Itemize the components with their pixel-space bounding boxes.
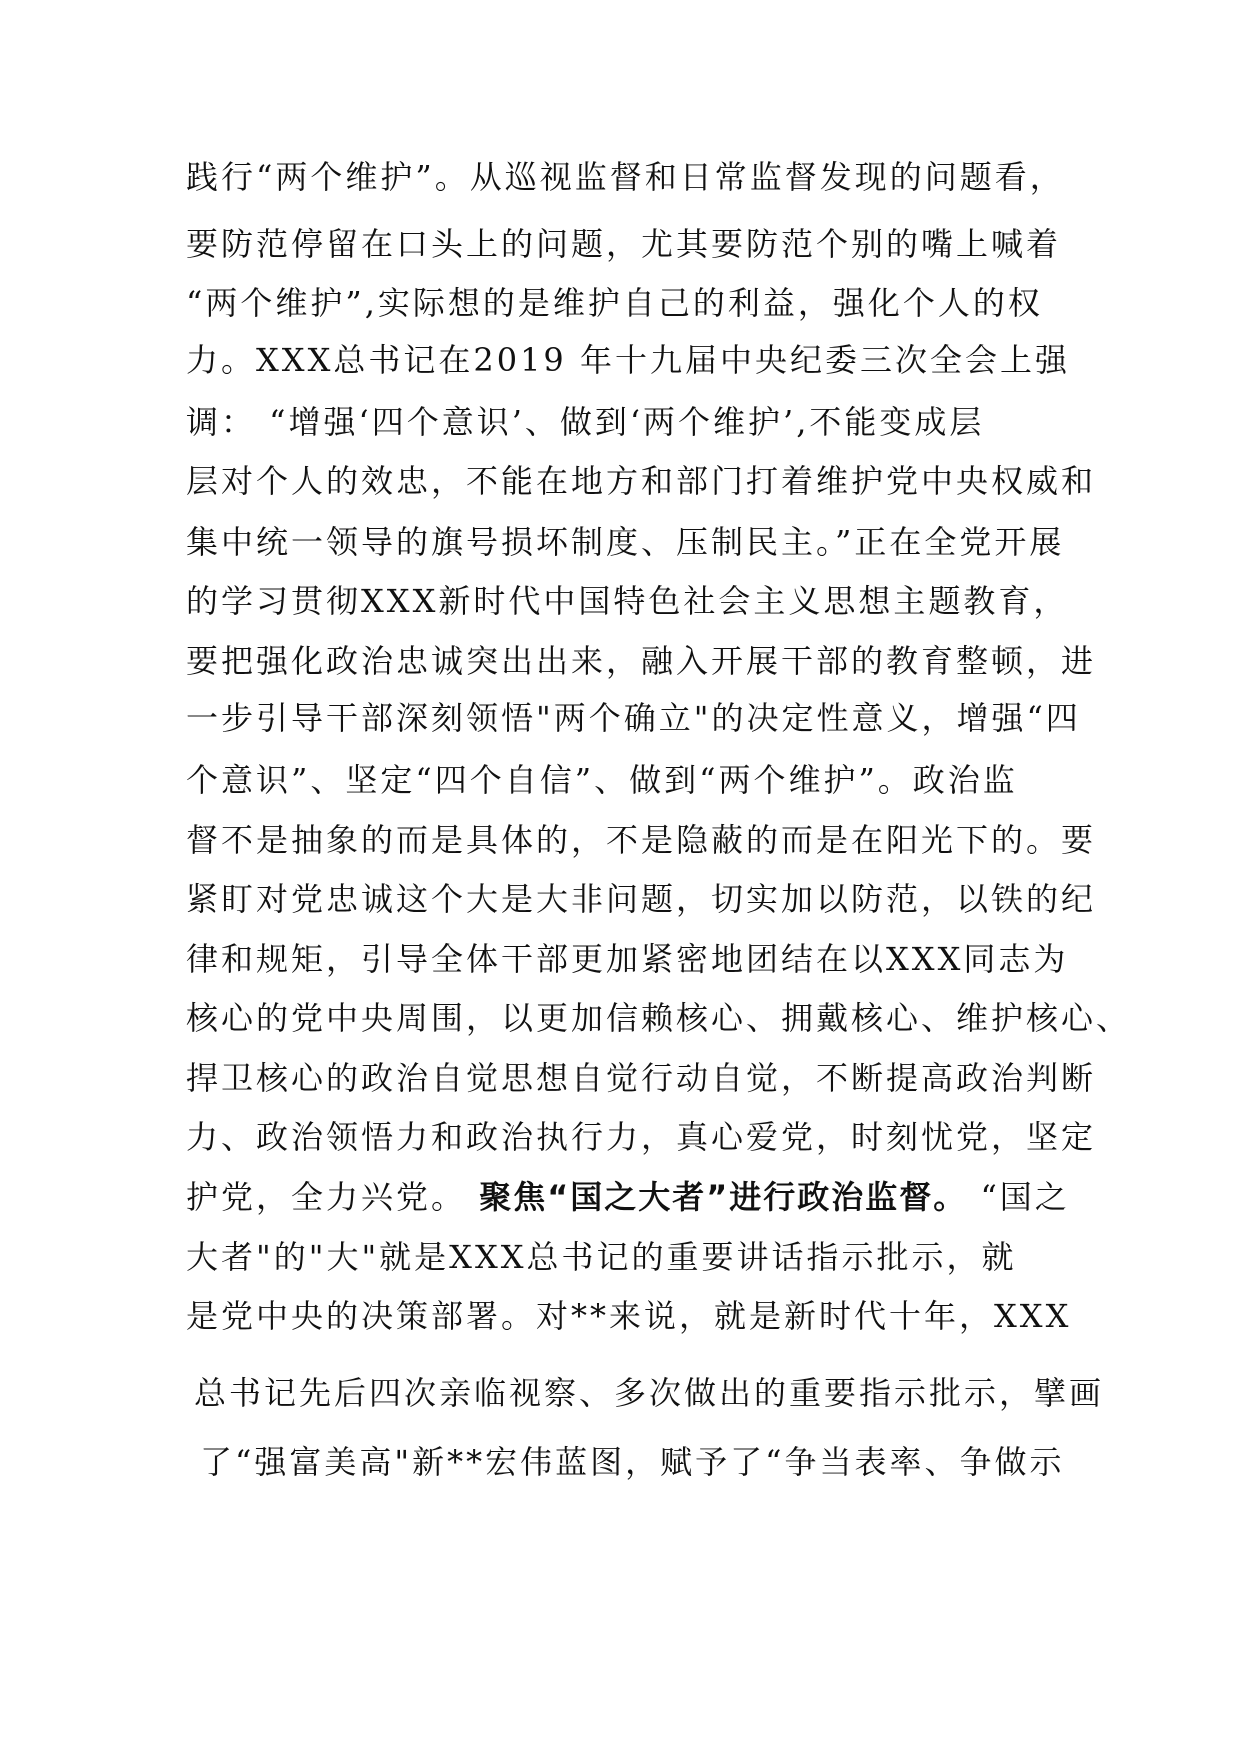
text-line-19: 大者"的"大"就是XXX总书记的重要讲话指示批示，就: [186, 1238, 1017, 1276]
text-line-12: 督不是抽象的而是具体的，不是隐蔽的而是在阳光下的。要: [186, 821, 1097, 859]
text-line-9: 要把强化政治忠诚突出出来，融入开展干部的教育整顿，进: [186, 642, 1097, 680]
text-line-2: 要防范停留在口头上的问题，尤其要防范个别的嘴上喊着: [186, 225, 1062, 263]
text-line-15: 核心的党中央周围，以更加信赖核心、拥戴核心、维护核心、: [186, 999, 1132, 1037]
section-heading-bold: 聚焦“国之大者”进行政治监督。: [479, 1178, 968, 1216]
text-line-3: “两个维护”,实际想的是维护自己的利益，强化个人的权: [186, 284, 1043, 322]
text-line-10: 一步引导干部深刻领悟"两个确立"的决定性意义，增强“四: [186, 699, 1081, 737]
text-line-16: 捍卫核心的政治自觉思想自觉行动自觉，不断提高政治判断: [186, 1059, 1097, 1097]
text-line-6: 层对个人的效忠，不能在地方和部门打着维护党中央权威和: [186, 462, 1097, 500]
text-line-5: 调： “增强‘四个意识’、做到‘两个维护’,不能变成层: [186, 403, 985, 441]
text-line-14: 律和规矩，引导全体干部更加紧密地团结在以XXX同志为: [186, 940, 1069, 978]
text-line-18-end: “国之: [967, 1178, 1070, 1216]
text-line-21: 总书记先后四次亲临视察、多次做出的重要指示批示，擘画: [194, 1374, 1105, 1412]
text-line-8: 的学习贯彻XXX新时代中国特色社会主义思想主题教育，: [186, 582, 1069, 620]
text-line-13: 紧盯对党忠诚这个大是大非问题，切实加以防范，以铁的纪: [186, 880, 1097, 918]
text-line-20: 是党中央的决策部署。对**来说，就是新时代十年，XXX: [186, 1297, 1072, 1335]
text-line-17: 力、政治领悟力和政治执行力，真心爱党，时刻忧党，坚定: [186, 1118, 1097, 1156]
text-line-18: [186, 1172, 1070, 1222]
text-line-7: 集中统一领导的旗号损坏制度、压制民主。”正在全党开展: [186, 523, 1065, 561]
text-line-22: 了“强富美高"新**宏伟蓝图，赋予了“争当表率、争做示: [200, 1443, 1065, 1481]
text-line-11: 个意识”、坚定“四个自信”、做到“两个维护”。政治监: [186, 761, 1018, 799]
text-line-18-start: 护党，全力兴党。: [186, 1178, 480, 1216]
text-line-1: 践行“两个维护”。从巡视监督和日常监督发现的问题看，: [186, 158, 1065, 196]
text-line-4: 力。XXX总书记在2019 年十九届中央纪委三次全会上强: [186, 341, 1070, 379]
